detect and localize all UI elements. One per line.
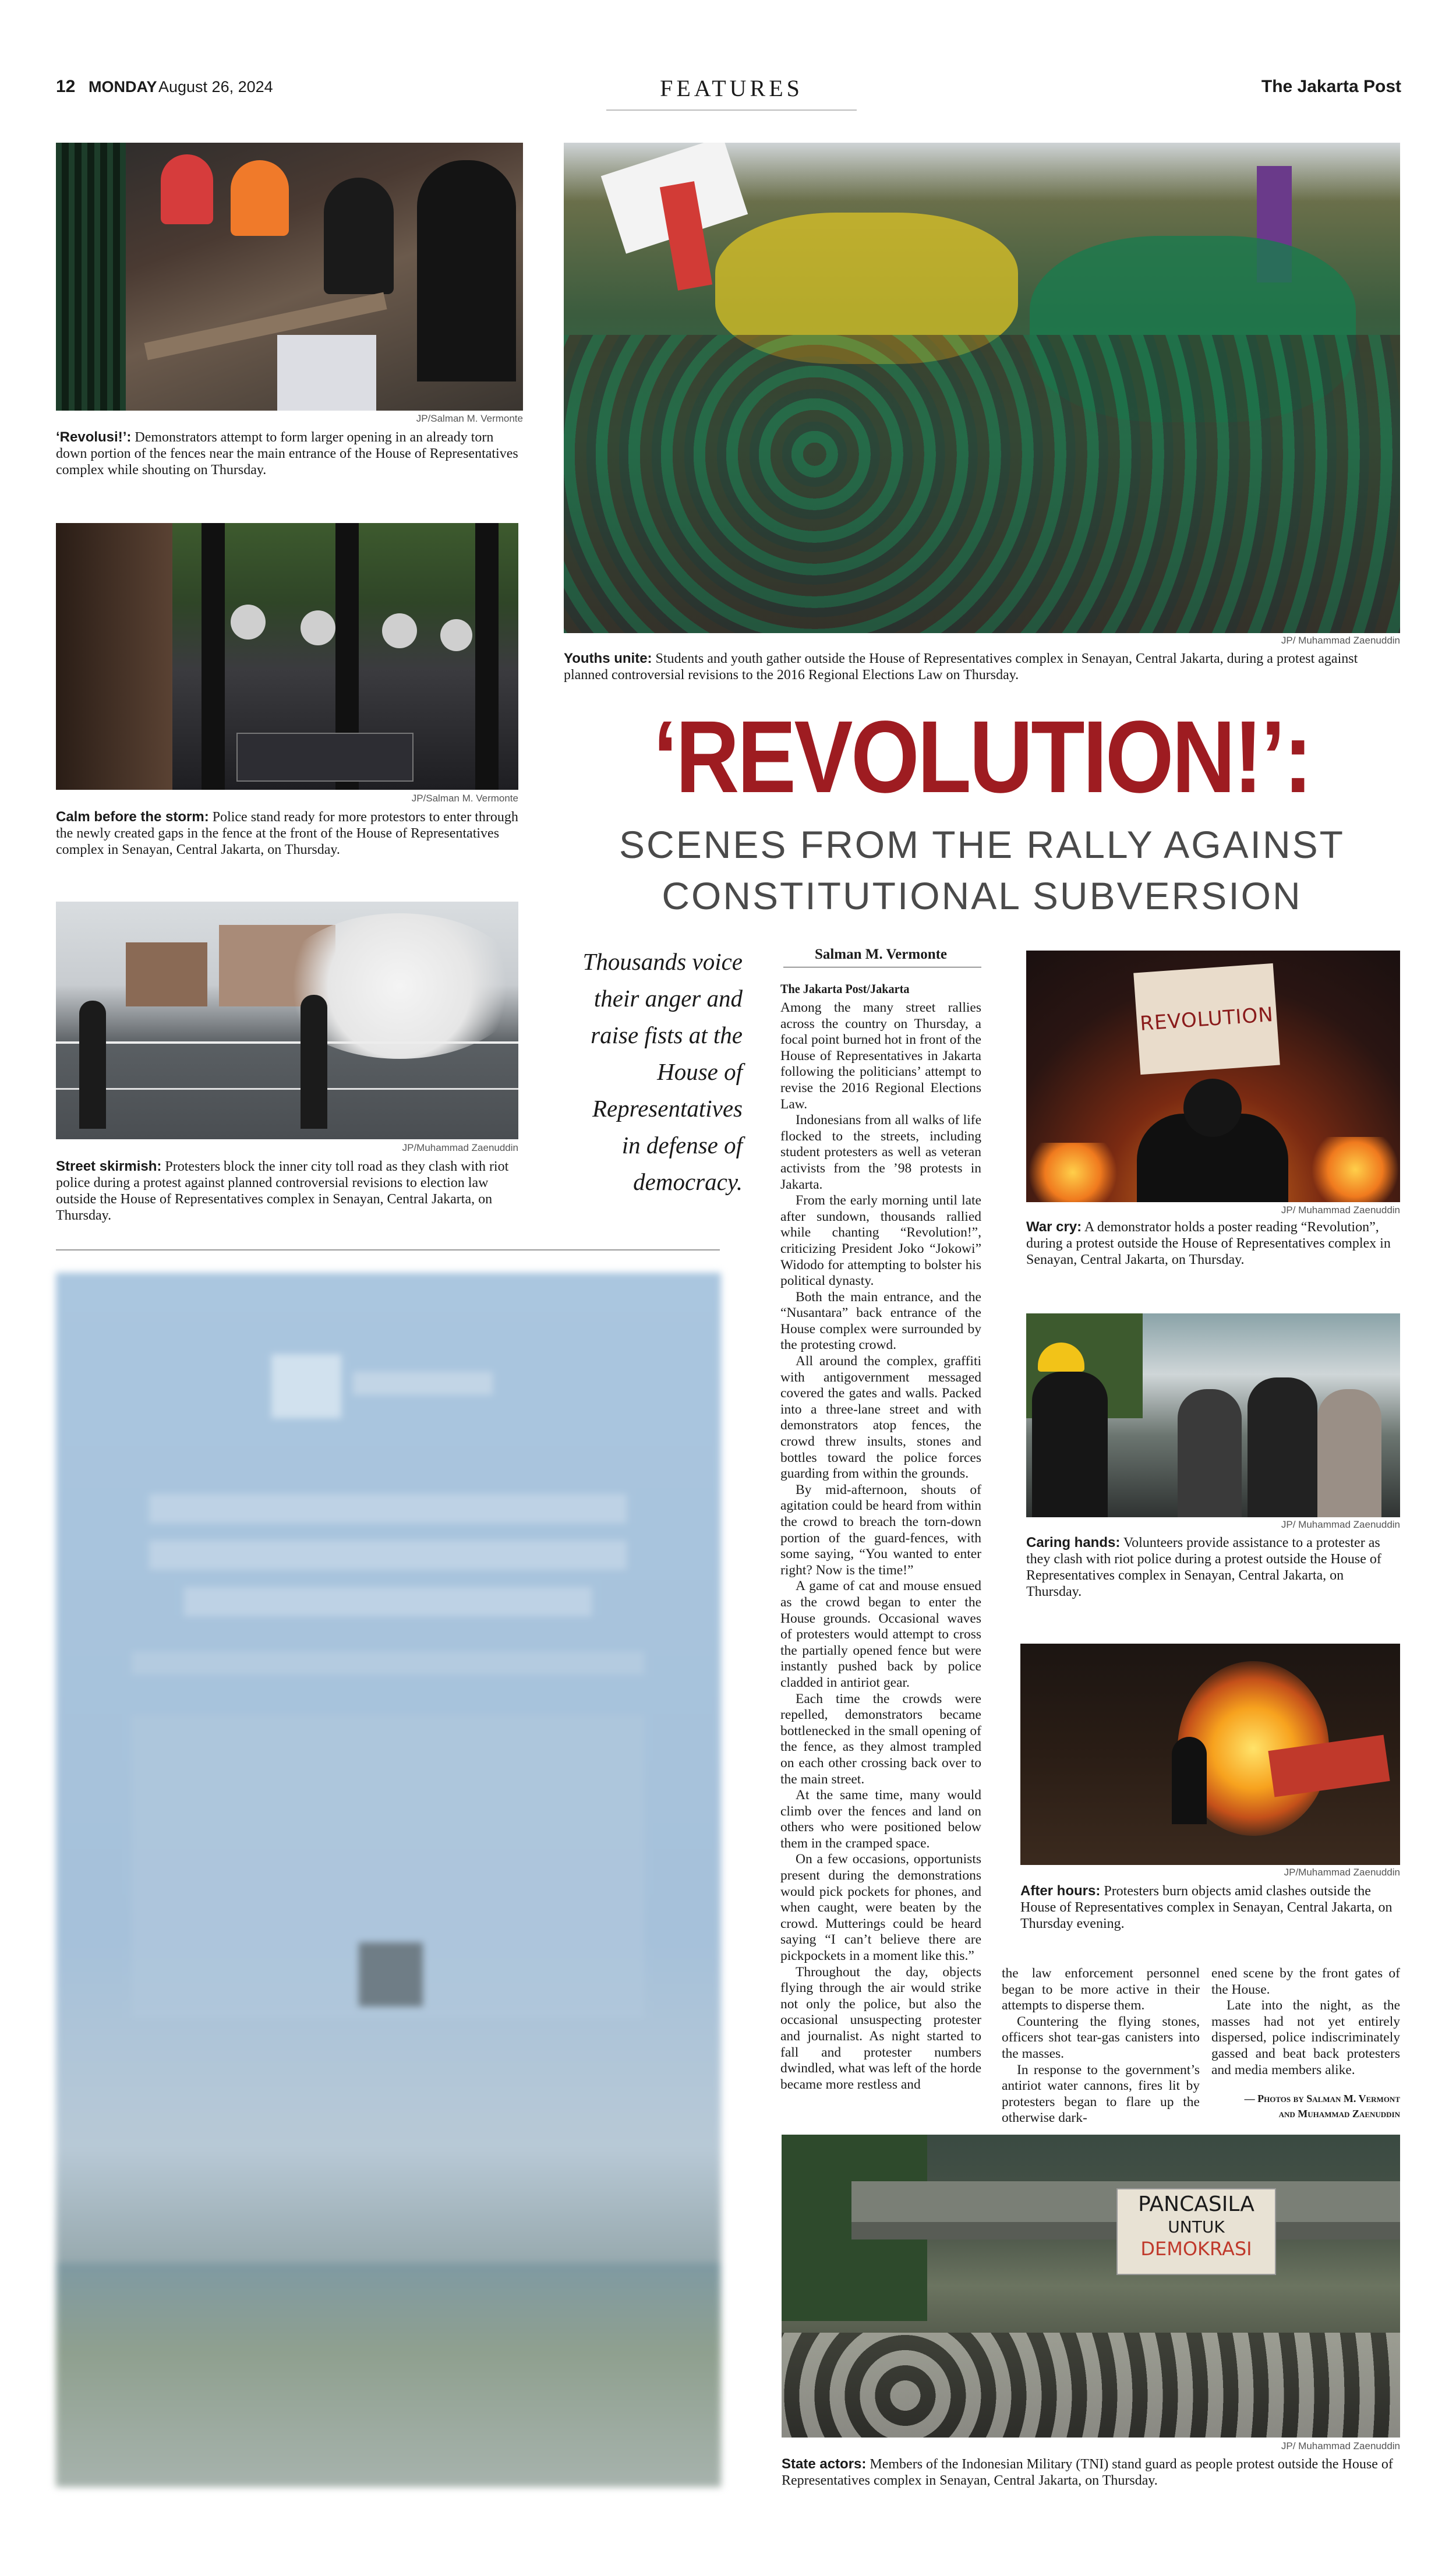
caption-title: Youths unite:	[564, 651, 652, 666]
photo-credit: JP/Muhammad Zaenuddin	[1284, 1867, 1400, 1878]
caption-text: Protesters block the inner city toll road as they clash with riot police during a protest against planned controversial revisions to election law outside the House of Representatives complex in Senayan, Central Jakarta, on Thursday.	[56, 1159, 509, 1223]
byline-dateline: The Jakarta Post/Jakarta	[780, 981, 910, 996]
photo-credit: JP/Muhammad Zaenuddin	[402, 1142, 518, 1153]
protest-sign-text: REVOLUTION	[1139, 1002, 1274, 1036]
photo-caption-street	[56, 1158, 522, 1224]
article-paragraph: Each time the crowds were repelled, demonstrators became bottlenecked in the small opening of the fence, as they almost trampled on each other crossing back over to the main street.	[780, 1691, 981, 1787]
publication-name: The Jakarta Post	[1261, 77, 1401, 96]
photo-revolusi	[56, 143, 523, 411]
caption-title: Caring hands:	[1026, 1535, 1121, 1550]
article-paragraph: Both the main entrance, and the “Nusantara” back entrance of the House complex were surrounded by the protesting crowd.	[780, 1289, 981, 1353]
article-paragraph: On a few occasions, opportunists present during the demonstrations would pick pockets for phones, and when caught, were beaten by the crowd. Mutterings could be heard saying “I can’t believe there are pickpockets in a moment like this.”	[780, 1852, 981, 1964]
photo-caring-hands	[1026, 1313, 1400, 1517]
photo-state-actors	[782, 2135, 1400, 2438]
caption-text: Volunteers provide assistance to a protester as they clash with riot police during a protest outside the House of Representatives complex in Senayan, Central Jakarta, on Thursday.	[1026, 1535, 1381, 1599]
photo-caption-after-hours	[1020, 1883, 1400, 1932]
article-column-1	[780, 1000, 981, 2127]
protest-banner	[1116, 2188, 1276, 2275]
byline-author: Salman M. Vermonte	[814, 946, 948, 962]
photo-calm-before-storm	[56, 523, 518, 790]
photo-caption-caring	[1026, 1535, 1400, 1600]
headline-subtitle-line1: SCENES FROM THE RALLY AGAINST	[619, 823, 1345, 866]
banner-line: UNTUK	[1168, 2217, 1225, 2237]
photo-credit: JP/Salman M. Vermonte	[416, 413, 523, 424]
photo-credit: JP/ Muhammad Zaenuddin	[1281, 1519, 1400, 1530]
page-date: August 26, 2024	[158, 78, 273, 96]
photo-street-skirmish	[56, 902, 518, 1139]
caption-text: Members of the Indonesian Military (TNI) stand guard as people protest outside the House of Representatives complex in Senayan, Central Jakarta, on Thursday.	[782, 2457, 1393, 2488]
article-paragraph: Throughout the day, objects flying through the air would strike not only the police, but also the occasional unsuspecting protester and journalist. As night started to fall and protester numbers dwindled, what was left of the horde became more restless and	[780, 1964, 981, 2092]
pull-quote: Thousands voice their anger and raise fists at the House of Representatives in defense of democracy.	[582, 948, 743, 1195]
photo-war-cry	[1026, 951, 1400, 1202]
photo-caption-revolusi	[56, 429, 523, 478]
protest-sign	[1133, 963, 1280, 1075]
advertisement-blurred	[56, 1273, 721, 2487]
page-header	[56, 76, 1401, 111]
article-paragraph: Indonesians from all walks of life flocked to the streets, including student protesters as well as veteran activists from the ’98 protests in Jakarta.	[780, 1112, 981, 1192]
caption-text: Students and youth gather outside the House of Representatives complex in Senayan, Central Jakarta, during a protest against planned controversial revisions to the 2016 Regional Elections Law on Thursday.	[564, 651, 1358, 683]
caption-text: Police stand ready for more protestors to enter through the newly created gaps in the fence at the front of the House of Representatives complex in Senayan, Central Jakarta, on Thursday.	[56, 810, 518, 857]
photo-credit: JP/ Muhammad Zaenuddin	[1281, 1204, 1400, 1216]
page-day: MONDAY	[89, 78, 157, 96]
article-paragraph: In response to the government’s antiriot water cannons, fires lit by protesters began to flare up the otherwise dark-	[1002, 2062, 1200, 2126]
banner-line: PANCASILA	[1138, 2192, 1254, 2216]
article-paragraph: Countering the flying stones, officers shot tear-gas canisters into the masses.	[1002, 2013, 1200, 2061]
photo-after-hours	[1020, 1644, 1400, 1865]
section-underline	[606, 109, 857, 111]
photo-caption-youths	[564, 651, 1400, 683]
divider	[56, 1249, 720, 1250]
article-paragraph: By mid-afternoon, shouts of agitation could be heard from within the crowd to breach the torn-down portion of the guard-fences, with some saying, “You wanted to enter right? Now is the time!”	[780, 1482, 981, 1578]
banner-line: DEMOKRASI	[1140, 2238, 1252, 2260]
photo-caption-state-actors	[782, 2456, 1400, 2489]
caption-title: After hours:	[1020, 1883, 1101, 1899]
caption-text: A demonstrator holds a poster reading “Revolution”, during a protest outside the House of Representatives complex in Senayan, Central Jakarta, on Thursday.	[1026, 1220, 1391, 1267]
caption-title: ‘Revolusi!’:	[56, 429, 132, 445]
photo-credit: JP/ Muhammad Zaenuddin	[1281, 2440, 1400, 2451]
article-paragraph: ened scene by the front gates of the House.	[1211, 1966, 1400, 1997]
article-paragraph: Late into the night, as the masses had not yet entirely dispersed, police indiscriminately gassed and beat back protesters and media members alike.	[1211, 1998, 1400, 2078]
caption-title: Calm before the storm:	[56, 809, 209, 825]
photo-credit: JP/Salman M. Vermonte	[411, 793, 518, 804]
photo-caption-war-cry	[1026, 1219, 1400, 1268]
article-column-2	[1002, 1966, 1200, 2126]
section-label: FEATURES	[660, 75, 803, 101]
article-column-3	[1211, 1966, 1400, 2078]
article-paragraph: the law enforcement personnel began to be more active in their attempts to disperse them.	[1002, 1966, 1200, 2013]
article-paragraph: At the same time, many would climb over the fences and land on others who were positioned below them in the cramped space.	[780, 1788, 981, 1851]
caption-text: Protesters burn objects amid clashes outside the House of Representatives complex in Senayan, Central Jakarta, on Thursday evening.	[1020, 1884, 1393, 1931]
article-paragraph: All around the complex, graffiti with antigovernment messaged covered the gates and walls. Packed into a three-lane street and with demonstrators atop fences, the crowd threw insults, stones and bottles toward the police forces guarding from within the grounds.	[780, 1354, 981, 1482]
headline: ‘REVOLUTION!’:	[653, 700, 1311, 814]
headline-subtitle-line2: CONSTITUTIONAL SUBVERSION	[662, 874, 1302, 917]
caption-title: War cry:	[1026, 1219, 1082, 1235]
page-number: 12	[56, 77, 76, 96]
article-paragraph: A game of cat and mouse ensued as the crowd began to enter the House grounds. Occasional waves of protesters would attempt to cross the partially opened fence but were instantly pushed back by police cladded in antiriot gear.	[780, 1578, 981, 1690]
caption-title: Street skirmish:	[56, 1158, 162, 1174]
article-paragraph: From the early morning until late after sundown, thousands rallied while chanting “Revolution!”, criticizing President Joko “Jokowi” Widodo for attempting to bolster his political dynasty.	[780, 1193, 981, 1289]
caption-title: State actors:	[782, 2456, 867, 2472]
caption-text: Demonstrators attempt to form larger opening in an already torn down portion of the fences near the main entrance of the House of Representatives complex while shouting on Thursday.	[56, 430, 518, 478]
photo-caption-calm	[56, 809, 522, 858]
photos-credit-line2: and Muhammad Zaenuddin	[1278, 2108, 1400, 2119]
photo-credit: JP/ Muhammad Zaenuddin	[1281, 635, 1400, 646]
photos-credit-line1: — Photos by Salman M. Vermont	[1244, 2093, 1400, 2104]
article-paragraph: Among the many street rallies across the country on Thursday, a focal point burned hot in front of the House of Representatives in Jakarta following the politicians’ attempt to revise the 2016 Regional Elections Law.	[780, 1000, 981, 1112]
photo-youths-unite	[564, 143, 1400, 633]
